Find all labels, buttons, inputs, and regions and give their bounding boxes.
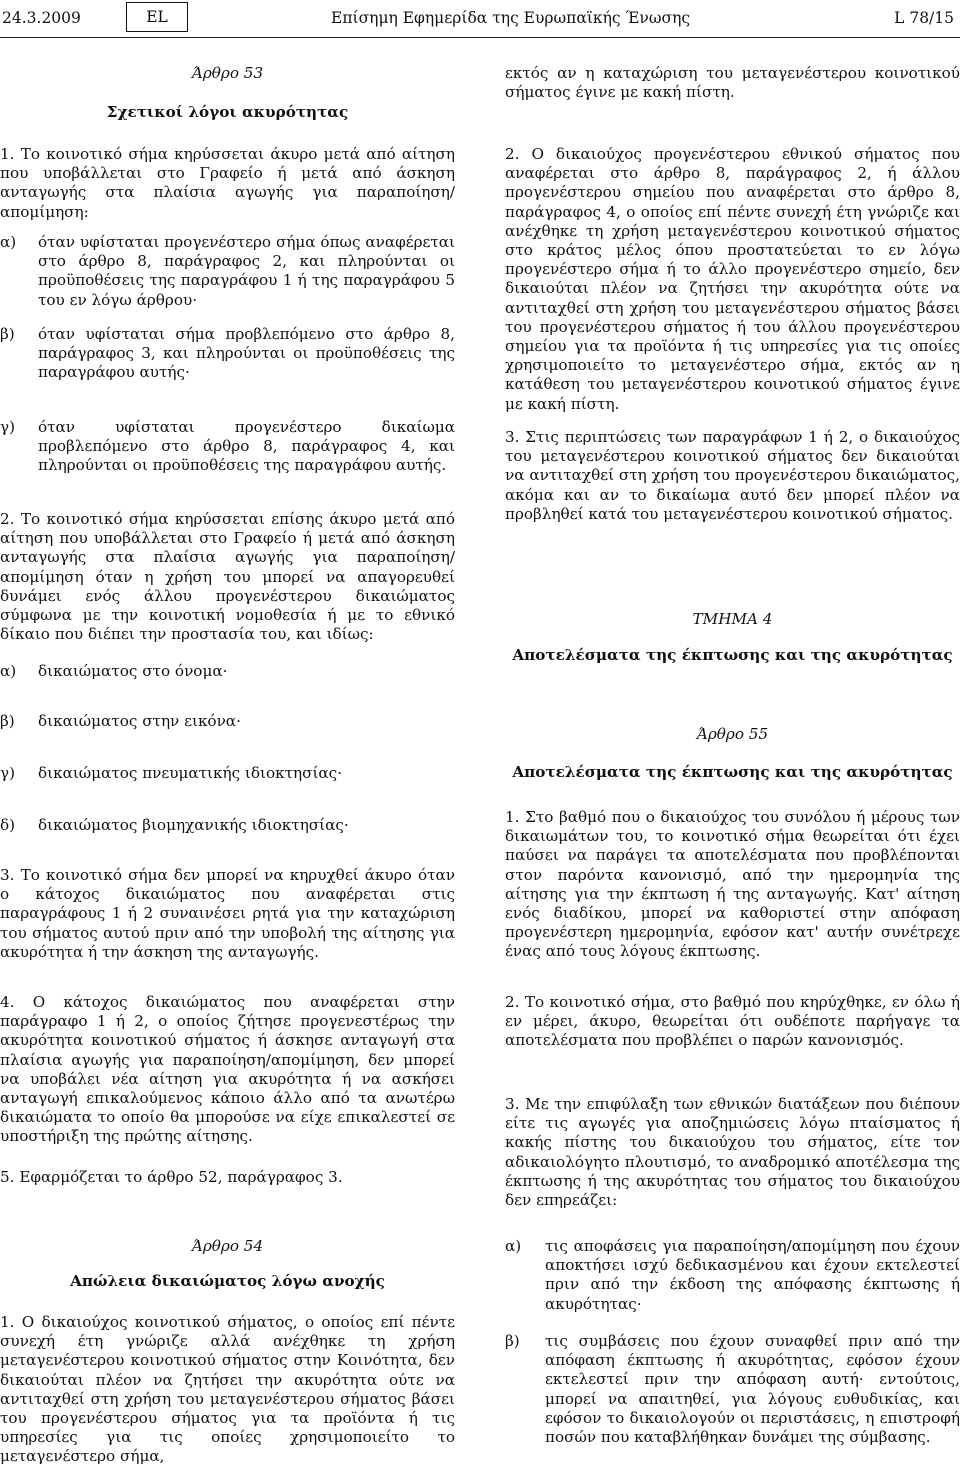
list-item <box>505 1332 960 1447</box>
list-item-label: α) <box>505 1237 522 1255</box>
page-reference: L 78/15 <box>894 9 954 27</box>
header-divider <box>0 37 960 38</box>
list-item-text: δικαιώματος στο όνομα· <box>38 662 228 680</box>
article-53-paragraph-4: 4. Ο κάτοχος δικαιώματος που αναφέρεται στην παράγραφο 1 ή 2, ο οποίος ζήτησε προγενεστέρως την ακυρότητα κοινοτικού σήματος ή άσκησε ανταγωγή στα πλαίσια αγωγής για παραποίηση/απομίμηση, δεν μπορεί να υποβάλει νέα αίτηση για ακυρότητα ή να ασκήσει ανταγωγή επικαλούμενος κάποιο άλλο από τα ανωτέρω δικαιώματα το οποίο θα μπορούσε να είχε επικαλεστεί σε υποστήριξη της πρώτης αίτησης. <box>0 993 455 1146</box>
article-55-paragraph-1: 1. Στο βαθμό που ο δικαιούχος του συνόλου ή μέρους των δικαιωμάτων του, το κοινοτικό σήμα θεωρείται ότι έχει παύσει να παράγει τα αποτελέσματα που προβλέπονται στον παρόντα κανονισμό, από την ημερομηνία της αίτησης για την έκπτωση ή της ανταγωγής. Κατ' αίτηση ενός διαδίκου, μπορεί να καθοριστεί στην απόφαση προγενέστερη ημερομηνία, εφόσον κατ' αυτήν συνέτρεχε ένας από τους λόγους έκπτωσης. <box>505 808 960 961</box>
list-item <box>505 1237 960 1314</box>
article-54-title: Απώλεια δικαιώματος λόγω ανοχής <box>70 1272 385 1290</box>
list-item <box>0 764 455 783</box>
article-54-paragraph-2: 2. Ο δικαιούχος προγενέστερου εθνικού σήματος που αναφέρεται στο άρθρο 8, παράγραφος 2, ή άλλου προγενέστερου σημείου που αναφέρεται στο άρθρο 8, παράγραφος 4, ο οποίος επί πέντε συνεχή έτη γνώριζε και ανέχθηκε τη χρήση μεταγενέστερου κοινοτικού σήματος στο κράτος μέλος όπου προστατεύεται το εν λόγω προγενέστερο σήμα ή το άλλο προγενέστερο σημείο, δεν δικαιούται πλέον να ζητήσει την ακυρότητα ούτε να αντιταχθεί στη χρήση του μεταγενέστερου σήματος βάσει του προγενέστερου σήματος ή του άλλου προγενέστερου σημείου για τα προϊόντα ή τις υπηρεσίες για τις οποίες χρησιμοποιείτο το μεταγενέστερο σήμα, εκτός αν η κατάθεση του μεταγενέστερου κοινοτικού σήματος έγινε με κακή πίστη. <box>505 145 960 413</box>
article-55-paragraph-2: 2. Το κοινοτικό σήμα, στο βαθμό που κηρύχθηκε, εν όλω ή εν μέρει, άκυρο, θεωρείται ότι ουδέποτε παρήγαγε τα αποτελέσματα που προβλέπει ο παρών κανονισμός. <box>505 993 960 1050</box>
list-item-label: β) <box>505 1332 520 1350</box>
article-54-number: Άρθρο 54 <box>191 1237 264 1255</box>
list-item <box>0 418 455 476</box>
list-item-label: α) <box>0 662 17 680</box>
list-item-label: γ) <box>0 418 16 436</box>
list-item <box>0 712 455 731</box>
publication-date: 24.3.2009 <box>2 9 81 27</box>
article-55-paragraph-3: 3. Με την επιφύλαξη των εθνικών διατάξεων που διέπουν είτε τις αγωγές για αποζημιώσεις λόγω πταίσματος ή κακής πίστης του δικαιούχου του σήματος, είτε τον αδικαιολόγητο πλουτισμό, το αναδρομικό αποτέλεσμα της έκπτωσης ή της ακυρότητας του σήματος του δικαιούχου δεν επηρεάζει: <box>505 1095 960 1210</box>
list-item <box>0 325 455 383</box>
list-item-label: β) <box>0 325 15 343</box>
list-item-text: τις αποφάσεις για παραποίηση/απομίμηση που έχουν αποκτήσει ισχύ δεδικασμένου και έχουν εκτελεστεί πριν από την έκδοση της απόφασης έκπτωσης ή ακυρότητας· <box>545 1237 960 1313</box>
article-55-title: Αποτελέσματα της έκπτωσης και της ακυρότητας <box>512 763 953 781</box>
list-item-text: όταν υφίσταται προγενέστερο σήμα όπως αναφέρεται στο άρθρο 8, παράγραφος 2, και πληρούνται οι προϋποθέσεις της παραγράφου 1 ή της παραγράφου 5 του εν λόγω άρθρου· <box>38 233 455 309</box>
article-55-number: Άρθρο 55 <box>696 725 769 743</box>
list-item-label: α) <box>0 233 17 251</box>
list-item <box>0 816 455 835</box>
article-54-paragraph-1-continued: εκτός αν η καταχώριση του μεταγενέστερου κοινοτικού σήματος έγινε με κακή πίστη. <box>505 64 960 102</box>
section-title: Αποτελέσματα της έκπτωσης και της ακυρότητας <box>512 646 953 664</box>
list-item-label: δ) <box>0 816 16 834</box>
article-53-number: Άρθρο 53 <box>191 64 264 82</box>
language-badge: EL <box>126 2 188 32</box>
journal-title: Επίσημη Εφημερίδα της Ευρωπαϊκής Ένωσης <box>331 9 691 27</box>
page-header <box>0 0 960 36</box>
article-53-paragraph-1: 1. Το κοινοτικό σήμα κηρύσσεται άκυρο μετά από αίτηση που υποβάλλεται στο Γραφείο ή μετά από άσκηση ανταγωγής στα πλαίσια αγωγής για παραποίηση/απομίμηση: <box>0 145 455 221</box>
article-53-title: Σχετικοί λόγοι ακυρότητας <box>106 103 349 121</box>
list-item-text: όταν υφίσταται σήμα προβλεπόμενο στο άρθρο 8, παράγραφος 3, και πληρούνται οι προϋποθέσεις της παραγράφου αυτής· <box>38 325 455 382</box>
list-item-text: όταν υφίσταται προγενέστερο δικαίωμα προβλεπόμενο στο άρθρο 8, παράγραφος 4, και πληρούνται οι προϋποθέσεις της παραγράφου αυτής. <box>38 418 455 475</box>
section-number: ΤΜΗΜΑ 4 <box>692 610 773 628</box>
list-item-text: δικαιώματος πνευματικής ιδιοκτησίας· <box>38 764 343 782</box>
list-item-text: τις συμβάσεις που έχουν συναφθεί πριν από την απόφαση έκπτωσης ή ακυρότητας, εφόσον έχουν εκτελεστεί πριν την απόφαση αυτή· εντούτοις, μπορεί να απαιτηθεί, για λόγους ευθυδικίας, και εφόσον το δικαιολογούν οι περιστάσεις, η επιστροφή ποσών που καταβλήθηκαν δυνάμει της σύμβασης. <box>545 1332 960 1447</box>
list-item-text: δικαιώματος βιομηχανικής ιδιοκτησίας· <box>38 816 349 834</box>
list-item-label: β) <box>0 712 15 730</box>
article-54-paragraph-3: 3. Στις περιπτώσεις των παραγράφων 1 ή 2, ο δικαιούχος του μεταγενέστερου κοινοτικού σήματος δεν δικαιούται να αντιταχθεί στη χρήση του προγενέστερου δικαιώματος, ακόμα και αν το δικαίωμα αυτό δεν μπορεί πλέον να προβληθεί κατά του μεταγενέστερου κοινοτικού σήματος. <box>505 428 960 523</box>
article-53-paragraph-2: 2. Το κοινοτικό σήμα κηρύσσεται επίσης άκυρο μετά από αίτηση που υποβάλλεται στο Γραφείο ή μετά από άσκηση ανταγωγής στα πλαίσια αγωγής για παραποίηση/απομίμηση όταν η χρήση του μπορεί να απαγορευθεί δυνάμει ενός άλλου προγενέστερου δικαιώματος σύμφωνα με την κοινοτική νομοθεσία ή με το εθνικό δίκαιο που διέπει την προστασία του, και ιδίως: <box>0 510 455 644</box>
article-53-paragraph-3: 3. Το κοινοτικό σήμα δεν μπορεί να κηρυχθεί άκυρο όταν ο κάτοχος δικαιώματος που αναφέρεται στις παραγράφους 1 ή 2 συναινέσει ρητά για την καταχώριση του σήματος αυτού πριν από την υποβολή της αίτησης για ακυρότητα ή την άσκηση της ανταγωγής. <box>0 866 455 961</box>
list-item <box>0 662 455 681</box>
article-54-paragraph-1: 1. Ο δικαιούχος κοινοτικού σήματος, ο οποίος επί πέντε συνεχή έτη γνώριζε αλλά ανέχθηκε τη χρήση μεταγενέστερου κοινοτικού σήματος στην Κοινότητα, δεν δικαιούται πλέον να ζητήσει την ακυρότητα ούτε να αντιταχθεί στη χρήση του μεταγενέστερου σήματος βάσει του προγενέστερου σήματος για τα προϊόντα ή τις υπηρεσίες για τις οποίες χρησιμοποιείτο το μεταγενέστερο σήμα, <box>0 1313 455 1466</box>
article-53-paragraph-5: 5. Εφαρμόζεται το άρθρο 52, παράγραφος 3. <box>0 1168 343 1186</box>
list-item-text: δικαιώματος στην εικόνα· <box>38 712 241 730</box>
list-item-label: γ) <box>0 764 16 782</box>
list-item <box>0 233 455 310</box>
